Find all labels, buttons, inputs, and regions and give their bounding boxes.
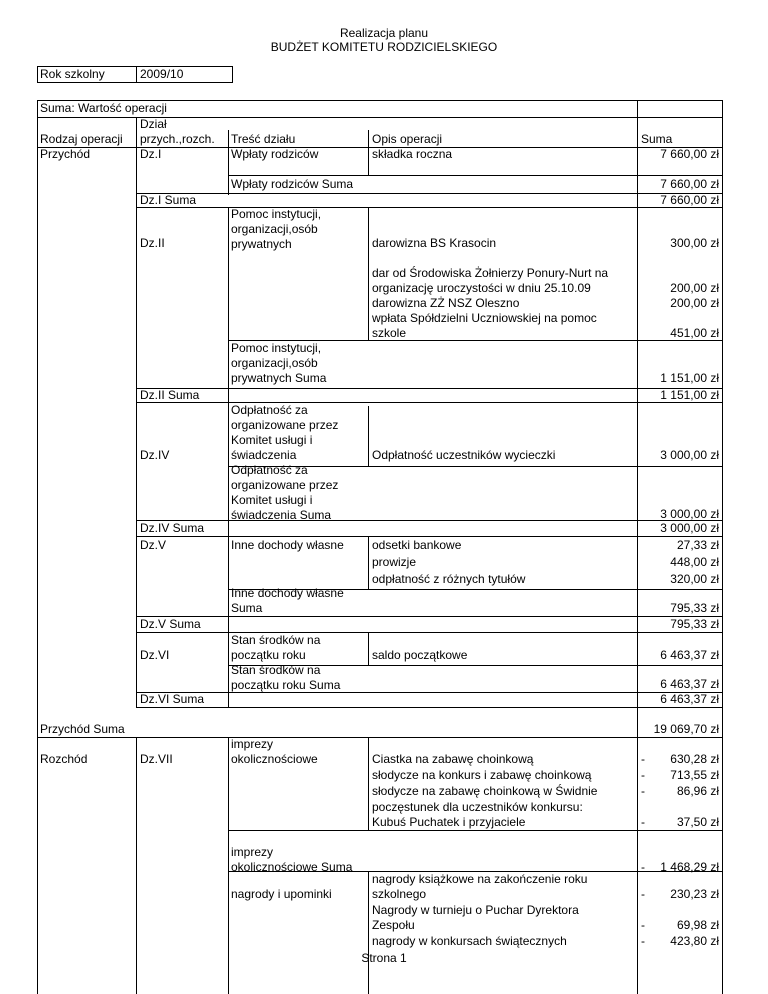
dz5-suma-label: Dz.V Suma [140, 617, 201, 631]
dz7-opis-0: Ciastka na zabawę choinkową [372, 752, 534, 766]
dz6-tresc: Stan środków na początku roku [231, 633, 321, 662]
dz7-tresc-suma-amount: 1 468,29 zł [660, 860, 719, 874]
dz2-opis-2: darowizna ZŻ NSZ Oleszno [372, 296, 520, 310]
dz4-code: Dz.IV [140, 448, 170, 462]
dz2-amount-2: 200,00 zł [670, 296, 719, 310]
dz6-code: Dz.VI [140, 648, 170, 662]
dz5-tresc-suma: Inne dochody własne Suma [231, 586, 344, 615]
dz1-tresc: Wpłaty rodziców [231, 147, 319, 161]
dz7b-opis-1: Nagrody w turnieju o Puchar Dyrektora Zespołu [372, 903, 579, 932]
dz5-tresc-suma-amount: 795,33 zł [670, 601, 719, 615]
year-label: Rok szkolny [40, 67, 105, 81]
dz1-tresc-suma-amount: 7 660,00 zł [660, 177, 719, 191]
dz5-amount-2: 320,00 zł [670, 572, 719, 586]
dz7-sign-2: - [641, 784, 645, 798]
dz7-amount-3: 37,50 zł [676, 815, 719, 829]
dz6-suma-label: Dz.VI Suma [140, 692, 205, 706]
dz5-opis-0: odsetki bankowe [372, 538, 462, 552]
dz7-opis-3: poczęstunek dla uczestników konkursu: Kubuś Puchatek i przyjaciele [372, 800, 583, 829]
dz4-suma-amount: 3 000,00 zł [660, 521, 719, 535]
dz1-suma-amount: 7 660,00 zł [660, 193, 719, 207]
dz7-tresc-suma: imprezy okolicznościowe Suma [231, 845, 353, 874]
dz2-opis-0: darowizna BS Krasocin [372, 236, 497, 250]
dz7-sign-0: - [641, 752, 645, 766]
dz7-amount-0: 630,28 zł [670, 752, 719, 766]
dz7b-sign-2: - [641, 934, 645, 948]
dz6-tresc-suma: Stan środków na początku roku Suma [231, 663, 341, 692]
dz2-tresc: Pomoc instytucji, organizacji,osób prywatnych [231, 207, 322, 251]
dz7b-opis-2: nagrody w konkursach świątecznych [372, 934, 567, 948]
dz2-amount-3: 451,00 zł [670, 326, 719, 340]
dz4-suma-label: Dz.IV Suma [140, 521, 205, 535]
dz2-amount-0: 300,00 zł [670, 236, 719, 250]
dz5-code: Dz.V [140, 538, 167, 552]
dz7-opis-2: słodycze na zabawę choinkową w Świdnie [372, 784, 598, 798]
dz2-amount-1: 200,00 zł [670, 281, 719, 295]
page-footer: Strona 1 [361, 951, 407, 965]
dz7b-sign-1: - [641, 918, 645, 932]
dz4-amount: 3 000,00 zł [660, 448, 719, 462]
dz2-opis-1: dar od Środowiska Żołnierzy Ponury-Nurt na organizację uroczystości w dniu 25.10.09 [372, 266, 609, 295]
dz7b-amount-0: 230,23 zł [670, 887, 719, 901]
year-value: 2009/10 [140, 67, 184, 81]
header-rodzaj: Rodzaj operacji [40, 132, 123, 146]
dz7b-amount-1: 69,98 zł [676, 918, 719, 932]
header-suma: Suma [641, 132, 673, 146]
dz7b-amount-2: 423,80 zł [670, 934, 719, 948]
dz7-sign-3: - [641, 815, 645, 829]
dz1-opis: składka roczna [372, 147, 453, 161]
dz7-amount-1: 713,55 zł [670, 768, 719, 782]
przychod-suma-label: Przychód Suma [40, 722, 125, 736]
dz5-suma-amount: 795,33 zł [670, 617, 719, 631]
page-title: Realizacja planu [339, 26, 429, 40]
dz1-tresc-suma: Wpłaty rodziców Suma [231, 177, 354, 191]
dz5-amount-0: 27,33 zł [676, 538, 719, 552]
dz7-code: Dz.VII [140, 752, 173, 766]
dz2-suma-label: Dz.II Suma [140, 388, 200, 402]
dz4-tresc: Odpłatność za organizowane przez Komitet usługi i świadczenia [231, 403, 339, 462]
dz4-opis: Odpłatność uczestników wycieczki [372, 448, 556, 462]
dz5-opis-2: odpłatność z różnych tytułów [372, 572, 526, 586]
dz1-suma-label: Dz.I Suma [140, 193, 197, 207]
dz2-tresc-suma: Pomoc instytucji, organizacji,osób prywatnych Suma [231, 341, 327, 385]
dz1-code: Dz.I [140, 147, 162, 161]
dz7-opis-1: słodycze na konkurs i zabawę choinkową [372, 768, 592, 782]
dz7-tresc2: nagrody i upominki [231, 887, 332, 901]
dz2-opis-3: wpłata Spółdzielni Uczniowskiej na pomoc szkole [372, 311, 597, 340]
dz5-tresc: Inne dochody własne [231, 538, 344, 552]
dz4-tresc-suma: Odpłatność za organizowane przez Komitet usługi i świadczenia Suma [231, 463, 339, 522]
dz7b-sign-0: - [641, 887, 645, 901]
dz5-amount-1: 448,00 zł [670, 555, 719, 569]
rodzaj-rozchod: Rozchód [40, 752, 88, 766]
dz7-tresc: imprezy okolicznościowe [231, 737, 318, 766]
przychod-suma-amount: 19 069,70 zł [653, 722, 719, 736]
dz7-sign-1: - [641, 768, 645, 782]
dz6-suma-amount: 6 463,37 zł [660, 692, 719, 706]
dz7-tresc-suma-sign: - [641, 860, 645, 874]
header-tresc: Treść działu [231, 132, 296, 146]
dz2-tresc-suma-amount: 1 151,00 zł [660, 371, 719, 385]
dz2-suma-amount: 1 151,00 zł [660, 388, 719, 402]
dz5-opis-1: prowizje [372, 555, 417, 569]
page-subtitle: BUDŻET KOMITETU RODZICIELSKIEGO [270, 40, 498, 54]
dz7b-opis-0: nagrody książkowe na zakończenie roku szkolnego [372, 872, 588, 901]
dz4-tresc-suma-amount: 3 000,00 zł [660, 507, 719, 521]
table-top-label: Suma: Wartość operacji [40, 101, 167, 115]
dz7-amount-2: 86,96 zł [676, 784, 719, 798]
rodzaj-przychod: Przychód [40, 147, 91, 161]
dz6-opis: saldo początkowe [372, 648, 468, 662]
dz6-amount: 6 463,37 zł [660, 648, 719, 662]
dz1-amount: 7 660,00 zł [660, 147, 719, 161]
header-opis: Opis operacji [372, 132, 443, 146]
dz2-code: Dz.II [140, 236, 165, 250]
dz6-tresc-suma-amount: 6 463,37 zł [660, 677, 719, 691]
header-dzial: Dział przych.,rozch. [140, 117, 215, 146]
